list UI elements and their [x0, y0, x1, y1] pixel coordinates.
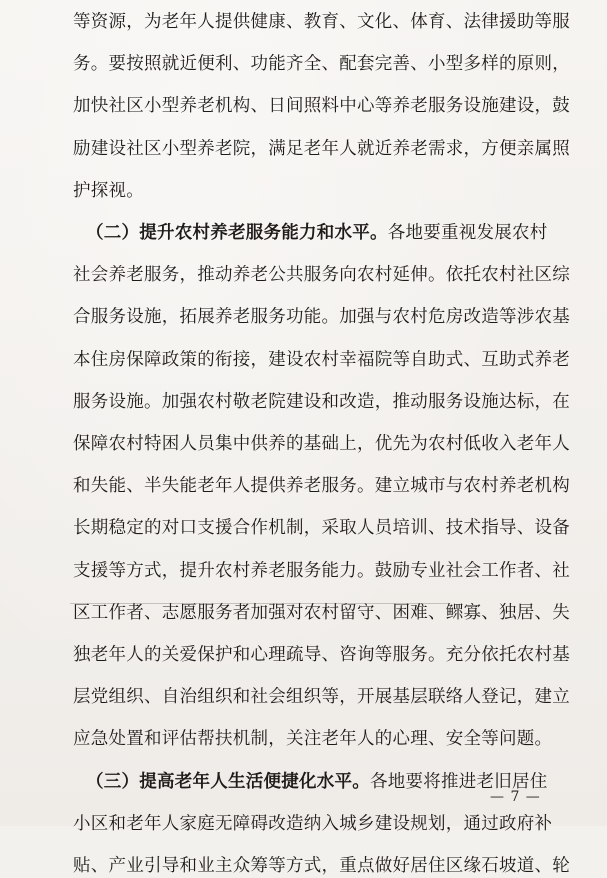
paragraph-line: 和失能、半失能老年人提供养老服务。建立城市与农村养老机构 — [73, 476, 570, 496]
section-heading: （二）提升农村养老服务能力和水平。 — [86, 223, 388, 243]
paragraph-line: 小区和老年人家庭无障碍改造纳入城乡建设规划，通过政府补 — [73, 814, 553, 834]
paragraph-first-line — [86, 221, 548, 245]
paragraph-line: 加快社区小型养老机构、日间照料中心等养老服务设施建设，鼓 — [73, 96, 570, 116]
paragraph-line: 贴、产业引导和业主众筹等方式，重点做好居住区缘石坡道、轮 — [73, 856, 570, 876]
paragraph-line: 保障农村特困人员集中供养的基础上，优先为农村低收入老年人 — [73, 434, 570, 454]
paragraph-line-text: 各地要将推进老旧居住 — [370, 772, 548, 792]
paragraph-line: 支援等方式，提升农村养老服务能力。鼓励专业社会工作者、社 — [73, 561, 570, 581]
scan-artifact-line — [70, 603, 450, 604]
paragraph-first-line — [86, 770, 548, 794]
paragraph-line: 合服务设施，拓展养老服务功能。加强与农村危房改造等涉农基 — [73, 307, 570, 327]
paragraph-line: 社会养老服务，推动养老公共服务向农村延伸。依托农村社区综 — [73, 265, 570, 285]
paragraph-line: 区工作者、志愿服务者加强对农村留守、困难、鳏寡、独居、失 — [73, 603, 570, 623]
paragraph-line: 护探视。 — [73, 181, 144, 201]
page-number: — 7 — — [490, 789, 541, 805]
paragraph-line: 长期稳定的对口支援合作机制，采取人员培训、技术指导、设备 — [73, 518, 570, 538]
section-heading: （三）提高老年人生活便捷化水平。 — [86, 772, 370, 792]
paragraph-line: 本住房保障政策的衔接，建设农村幸福院等自助式、互助式养老 — [73, 350, 570, 370]
paragraph-line: 独老年人的关爱保护和心理疏导、咨询等服务。充分依托农村基 — [73, 645, 570, 665]
paragraph-line: 务。要按照就近便利、功能齐全、配套完善、小型多样的原则， — [73, 54, 570, 74]
paragraph-line-text: 各地要重视发展农村 — [387, 223, 548, 243]
paragraph-line: 励建设社区小型养老院，满足老年人就近养老需求，方便亲属照 — [73, 139, 570, 159]
paragraph-line: 等资源，为老年人提供健康、教育、文化、体育、法律援助等服 — [73, 12, 570, 32]
paragraph-line: 应急处置和评估帮扶机制，关注老年人的心理、安全等问题。 — [73, 729, 553, 749]
paragraph-line: 服务设施。加强农村敬老院建设和改造，推动服务设施达标，在 — [73, 392, 570, 412]
paragraph-line: 层党组织、自治组织和社会组织等，开展基层联络人登记，建立 — [73, 687, 570, 707]
